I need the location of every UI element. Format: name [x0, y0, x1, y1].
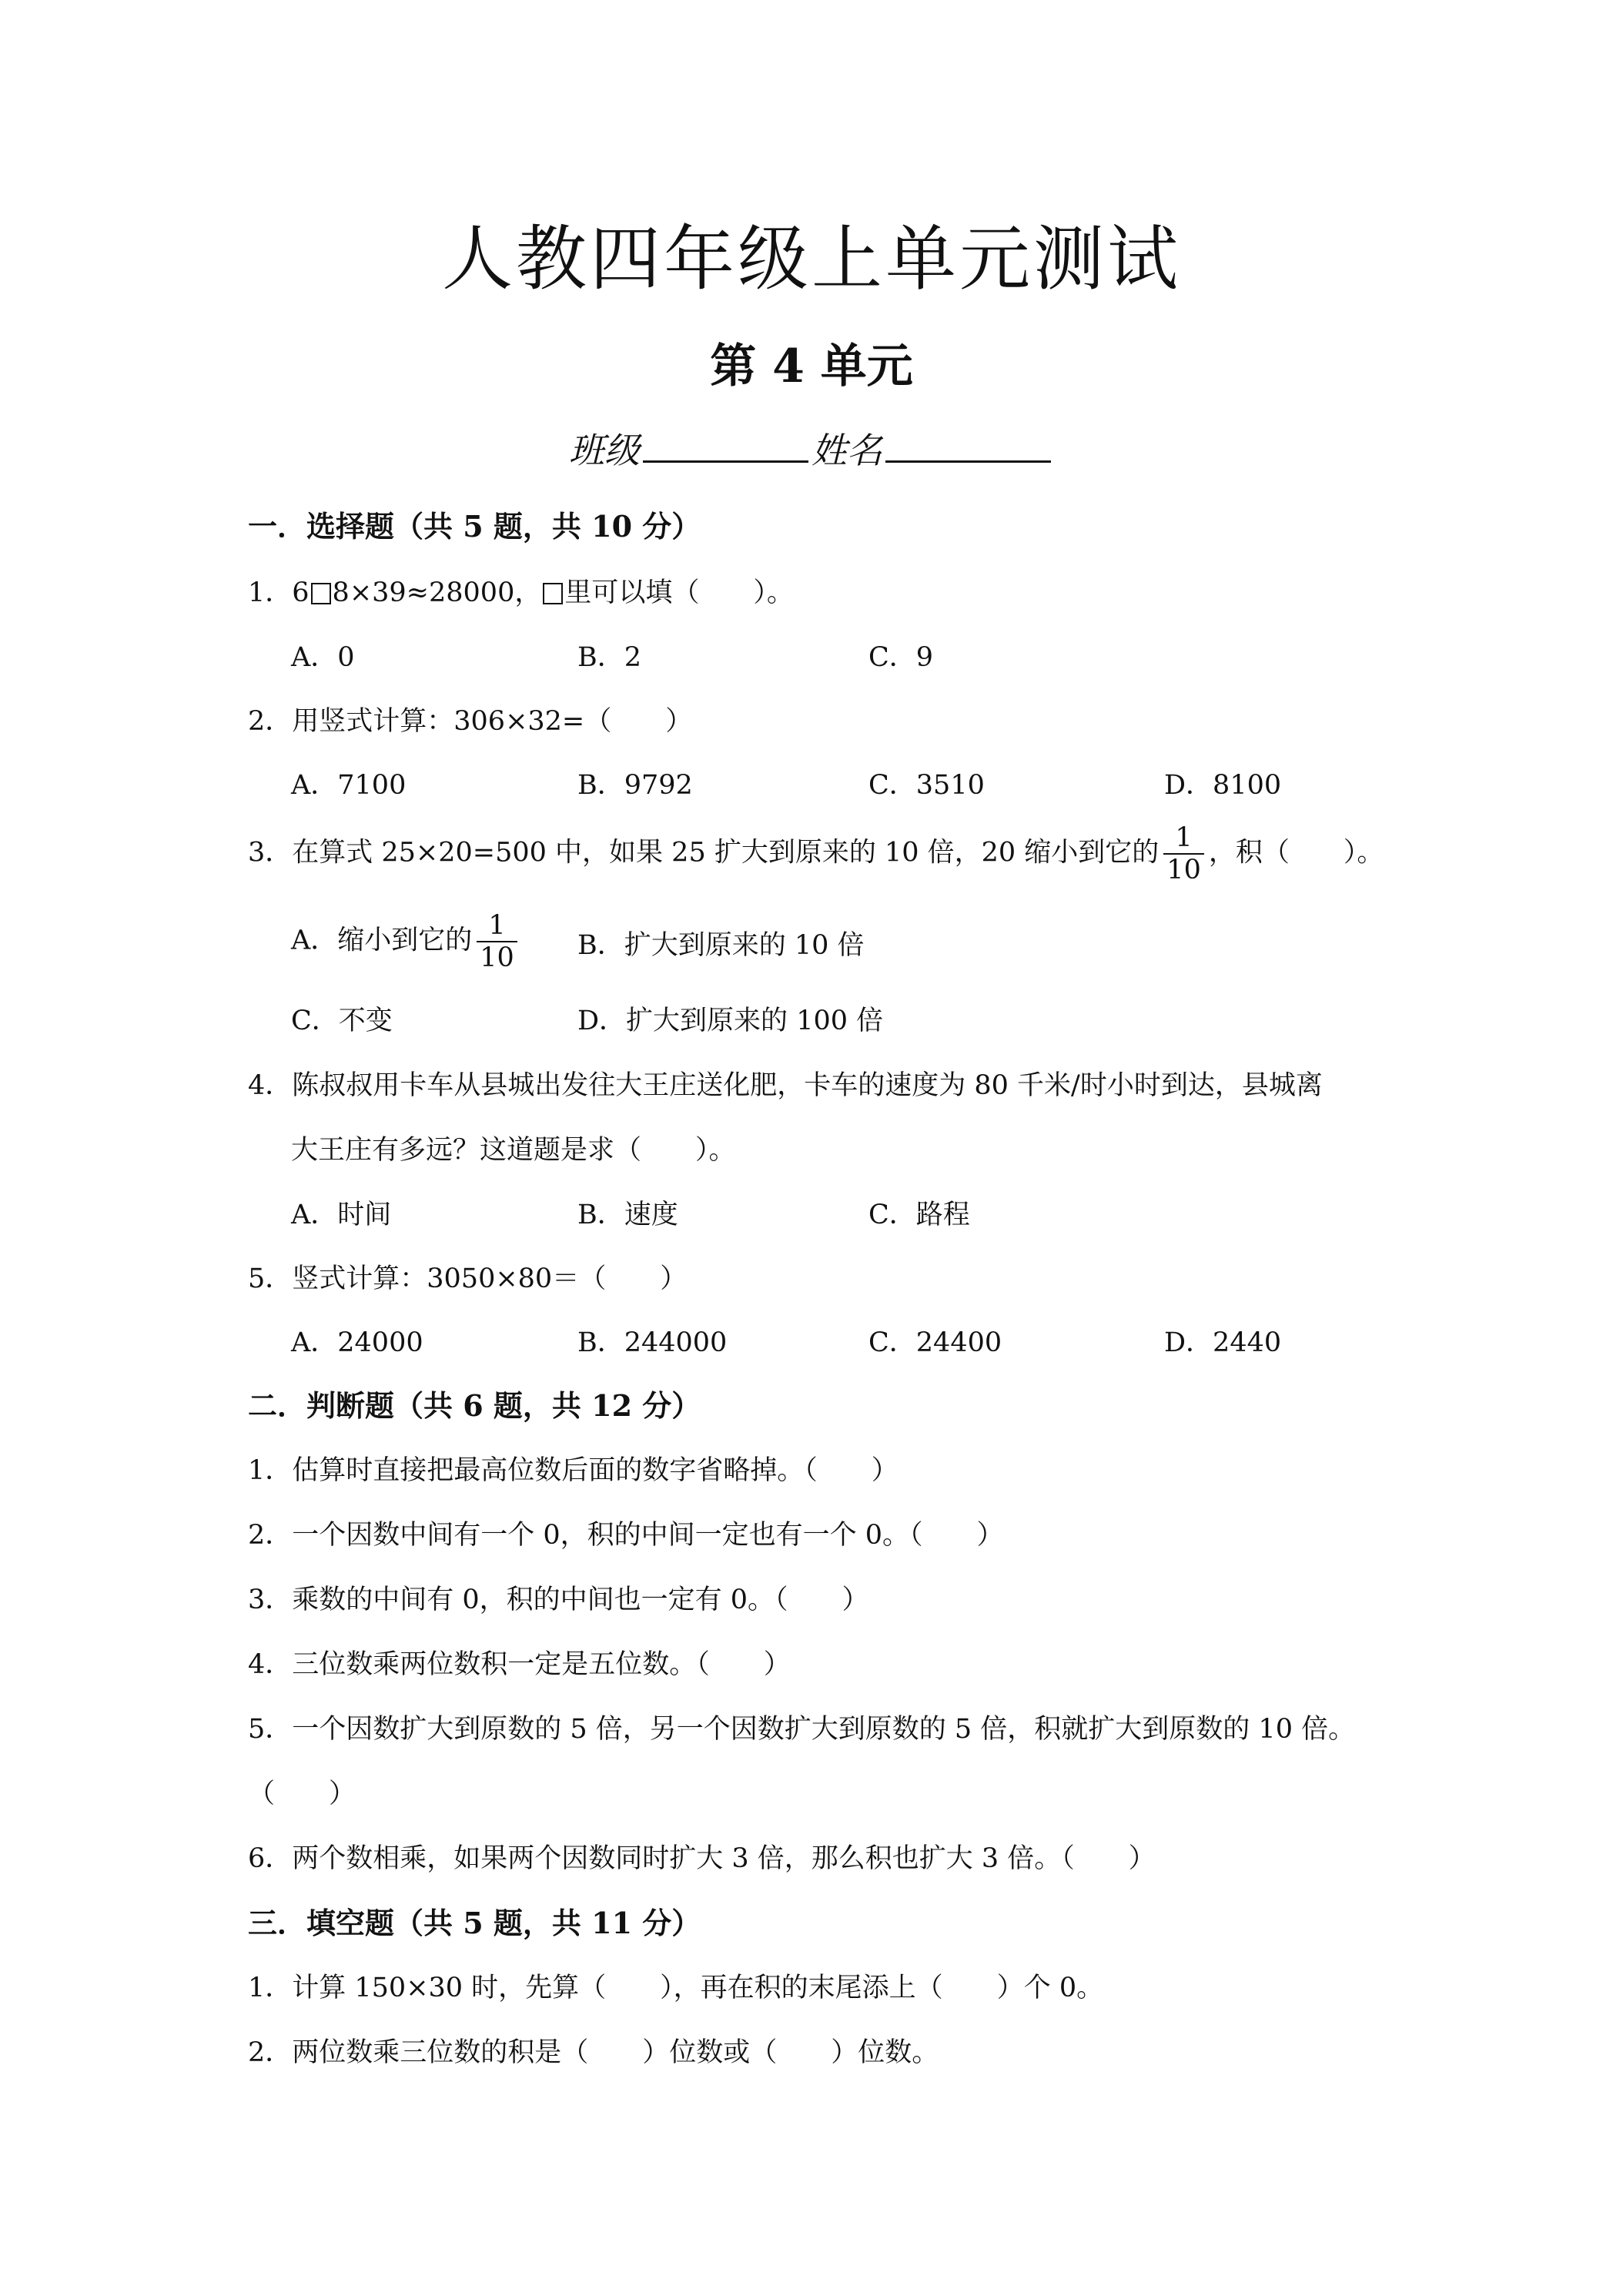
fraction: $\frac{1}{10}$ [1163, 822, 1204, 885]
name-blank[interactable] [885, 427, 1051, 463]
judgement-item: 1．估算时直接把最高位数后面的数字省略掉。（ ） [248, 1455, 899, 1486]
option[interactable]: B．244000 [577, 1327, 728, 1358]
fraction: $\frac{1}{10}$ [477, 910, 517, 973]
page-title: 人教四年级上单元测试 [441, 218, 1181, 300]
option[interactable]: C．不变 [291, 1006, 393, 1036]
name-label: 姓名 [812, 430, 882, 471]
section-heading-choice: 一．选择题（共 5 题，共 10 分） [248, 509, 701, 544]
judgement-item: 6．两个数相乘，如果两个因数同时扩大 3 倍，那么积也扩大 3 倍。（ ） [248, 1843, 1156, 1874]
judgement-item: 5．一个因数扩大到原数的 5 倍，另一个因数扩大到原数的 5 倍，积就扩大到原数的 10 倍。 [248, 1714, 1356, 1745]
option[interactable]: B．速度 [577, 1200, 678, 1230]
section-heading-judgement: 二．判断题（共 6 题，共 12 分） [248, 1388, 701, 1423]
option[interactable]: C．路程 [868, 1200, 970, 1230]
option[interactable]: C．9 [868, 642, 934, 673]
fill-blank-item: 2．两位数乘三位数的积是（ ）位数或（ ）位数。 [248, 2037, 939, 2068]
option[interactable]: B．9792 [577, 770, 693, 801]
option[interactable]: A．0 [291, 642, 355, 673]
question-4-continued: 大王庄有多远？这道题是求（ ）。 [291, 1135, 736, 1166]
judgement-item: 2．一个因数中间有一个 0，积的中间一定也有一个 0。（ ） [248, 1520, 1004, 1551]
class-label: 班级 [569, 430, 640, 471]
question-1: 1．6 8×39≈28000， 里可以填（ ）。 [248, 577, 794, 608]
option[interactable]: D．2440 [1164, 1327, 1282, 1358]
option[interactable]: D．扩大到原来的 100 倍 [577, 1006, 884, 1036]
option[interactable]: A．时间 [291, 1200, 392, 1230]
class-blank[interactable] [643, 427, 808, 463]
question-5: 5．竖式计算：3050×80＝（ ） [248, 1263, 688, 1294]
section-heading-fill-blank: 三．填空题（共 5 题，共 11 分） [248, 1906, 701, 1940]
option[interactable]: A．7100 [291, 770, 407, 801]
blank-box-icon [543, 583, 563, 604]
option[interactable]: C．24400 [868, 1327, 1002, 1358]
option[interactable]: D．8100 [1164, 770, 1282, 801]
option[interactable]: B．2 [577, 642, 641, 673]
judgement-item: 4．三位数乘两位数积一定是五位数。（ ） [248, 1649, 791, 1680]
question-4: 4．陈叔叔用卡车从县城出发往大王庄送化肥，卡车的速度为 80 千米/时小时到达，县城离 [248, 1070, 1323, 1101]
judgement-item: 3．乘数的中间有 0，积的中间也一定有 0。（ ） [248, 1585, 869, 1615]
student-info-line [0, 427, 1623, 474]
option[interactable]: C．3510 [868, 770, 985, 801]
unit-subtitle: 第 4 单元 [710, 340, 913, 393]
question-3: 3．在算式 25×20=500 中，如果 25 扩大到原来的 10 倍，20 缩小到它的 $\frac{1}{10}$ ，积（ ）。 [248, 822, 1384, 885]
option[interactable]: A．24000 [291, 1327, 423, 1358]
option[interactable]: B．扩大到原来的 10 倍 [577, 930, 865, 961]
fill-blank-item: 1．计算 150×30 时，先算（ ），再在积的末尾添上（ ）个 0。 [248, 1973, 1104, 2003]
blank-box-icon [311, 583, 331, 604]
judgement-item-answer-bracket: （ ） [248, 1779, 356, 1809]
option[interactable]: A．缩小到它的 $\frac{1}{10}$ [291, 910, 522, 973]
question-2: 2．用竖式计算：306×32=（ ） [248, 706, 693, 737]
